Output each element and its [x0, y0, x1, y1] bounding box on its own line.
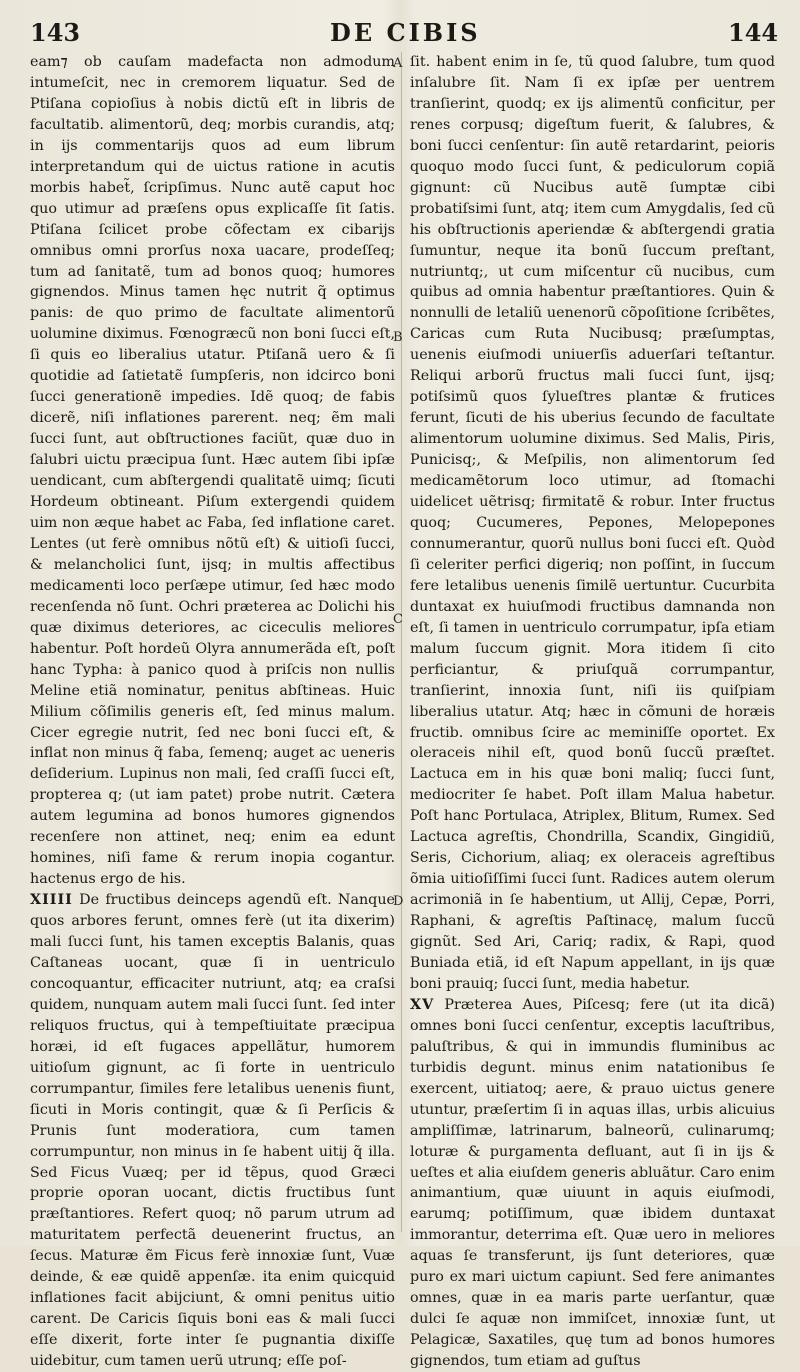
right-paragraph-2: [410, 995, 775, 1372]
right-column: [410, 52, 775, 1372]
margin-letter-c: C: [393, 612, 403, 627]
running-head: [0, 18, 800, 52]
page-number-right: 144: [728, 18, 779, 47]
right-paragraph-1: ſit. habent enim in ſe, tũ quod ſalubre, tum quod inſalubre ſit. Nam ſi ex ipſæ per uentrem tranſierint, quodq; ex ijs alimentũ conficitur, per renes corpusq; digeſtum fuerit, & ſalubres, & boni ſucci cenſentur: ſin autẽ retardarint, peioris quoquo modo ſucci ſunt, & pediculorum copiã gignunt: cũ Nucibus autẽ ſumptæ cibi probatiſsimi ſunt, atq; item cum Amygdalis, ſed cũ his obſtructionis aperiendæ & abſtergendi gratia ſumuntur, neque ita bonũ ſuccum preſtant, nutriuntq;, ut cum miſcentur cũ nucibus, cum quibus ad omnia habentur præſtantiores. Quin & nonnulli de letaliũ uenenorũ cõpoſitione ſcribẽtes, Caricas cum Ruta Nucibusq; præſumptas, uenenis eiuſmodi uniuerſis aduerſari teſtantur. Reliqui arborũ fructus mali ſucci ſunt, ijsq; potiſsimũ quos ſylueſtres plantæ & frutices ferunt, ſicuti de his uberius ſecundo de facultate alimentorum uolumine diximus. Sed Malis, Piris, Punicisq;, & Meſpilis, non alimentorum ſed medicamẽtorum loco utimur, ad ſtomachi uidelicet uẽtrisq; firmitatẽ & robur. Inter fructus quoq; Cucumeres, Pepones, Melopepones connumerantur, quorũ nullus boni ſucci eſt. Quòd ſi celeriter perfici digeriq; non poſſint, in ſuccum fere letalibus uenenis ſimilẽ uertuntur. Cucurbita duntaxat ex huiuſmodi fructibus damnanda non eſt, ſi tamen in uentriculo corrumpatur, ipſa etiam malum ſuccum gignit. Mora itidem ſi cito perficiantur, & priuſquã corrumpantur, tranſierint, innoxia ſunt, niſi iis quiſpiam liberalius utatur. Atq; hæc in cõmuni de horæis fructib. omnibus ſcire ac meminiſſe oportet. Ex oleraceis nihil eſt, quod bonũ ſuccũ præſtet. Lactuca em in his quæ boni maliq; ſucci ſunt, mediocriter ſe habet. Poſt illam Malua habetur. Poſt hanc Portulaca, Atriplex, Blitum, Rumex. Sed Lactuca agreſtis, Chondrilla, Scandix, Gingidiũ, Seris, Cichorium, aliaq; ex oleraceis agreſtibus õmia uitioſiſſimi ſucci ſunt. Radices autem olerum acrimoniã in ſe habentium, ut Allij, Cepæ, Porri, Raphani, & agreſtis Paſtinacę, malum ſuccũ gignũt. Sed Ari, Cariq; radix, & Rapi, quod Buniada etiã, id eſt Napum appellant, in ijs quæ boni prauiq; ſucci ſunt, media habetur.: [410, 54, 776, 992]
right-paragraph-2-text: Præterea Aues, Piſcesq; fere (ut ita dicã) omnes boni ſucci cenſentur, exceptis lacuſtribus, paluſtribus, & qui in immundis fluminibus ac turbidis degunt. minus enim natationibus ſe exercent, uitiatoq; aere, & prauo uictus genere utuntur, præſertim ſi in aquas illas, urbis alicuius ampliſſimæ, latrinarum, balneorũ, culinarumq; loturæ & purgamenta defluant, aut ſi in ijs & ueſtes et alia eiuſdem generis abluãtur. Caro enim animantium, quæ uiuunt in aquis eiuſmodi, earumq; potiſſimum, quæ ibidem duntaxat immorantur, deterrima eſt. Quæ uero in meliores aquas ſe transferunt, ijs ſunt deteriores, quæ puro ex mari uictum capiunt. Sed fere animantes omnes, quæ in ea maris parte uerſantur, quæ dulci ſe aquæ non immiſcet, innoxiæ ſunt, ut Pelagicæ, Saxatiles, quę tum ad bonos humores gignendos, tum etiam ad guſtus: [410, 996, 775, 1370]
left-paragraph-1: eam⁊ ob cauſam madefacta non admodum intumeſcit, nec in cremorem liquatur. Sed de Ptiſana copioſius à nobis dictũ eſt in libris de facultatib. alimentorũ, deq; morbis curandis, atq; in ijs commentarijs quos ad eum librum interpretandum qui de uictus ratione in acutis morbis habet̃, ſcripſimus. Nunc autẽ caput hoc quo utimur ad præſens opus explicaſſe ſit ſatis. Ptiſana ſcilicet probe cõfectam ex cibarijs omnibus omni prorſus noxa uacare, prodeſſeq; tum ad ſanitatẽ, tum ad bonos quoq; humores gignendos. Minus tamen hęc nutrit q̃ optimus panis: de quo primo de facultate alimentorũ uolumine diximus. Fœnogræcũ non boni ſucci eſt, ſi quis eo liberalius utatur. Ptiſanã uero & ſi quotidie ad ſatietatẽ ſumpſeris, non idcirco boni ſucci generationẽ impedies. Idẽ quoq; de fabis dicerẽ, niſi inflationes parerent. neq; ẽm mali ſucci ſunt, aut obſtructiones faciũt, quæ duo in ſalubri uictu præcipua ſunt. Hæc autem ſibi ipſæ uendicant, cum abſtergendi qualitatẽ uimq; ſicuti Hordeum obtineant. Piſum extergendi quidem uim non æque habet ac Faba, ſed inflatione caret. Lentes (ut ferè omnibus nõtũ eſt) & uitioſi ſucci, & melancholici ſunt, ijsq; in multis affectibus medicamenti loco perſæpe utimur, ſed hæc modo recenſenda nõ ſunt. Ochri præterea ac Dolichi his quæ diximus deteriores, ac ciceculis meliores habentur. Poſt hordeũ Olyra annumerãda eſt, poſt hanc Typha: à panico quod à priſcis non nullis Meline etiã nominatur, penitus abſtineas. Huic Milium cõſimilis generis eſt, ſed minus malum. Cicer egregie nutrit, ſed nec boni ſucci eſt, & inflat non minus q̃ faba, ſemenq; auget ac ueneris deſiderium. Lupinus non mali, ſed craſſi ſucci eſt, propterea q; (ut iam patet) probe nutrit. Cætera autem legumina ad bonos humores gignendos recenſere non attinet, neq; enim ea edunt homines, niſi fame & rerum inopia cogantur. hactenus ergo de his.: [30, 54, 395, 888]
chapter-number-xiiii: XIIII: [30, 892, 73, 909]
running-title: DE CIBIS: [330, 18, 481, 47]
margin-letter-b: B: [393, 330, 403, 345]
column-divider: [401, 52, 402, 1232]
left-paragraph-2: [30, 890, 395, 1372]
margin-letter-a: A: [393, 56, 403, 71]
chapter-number-xv: XV: [410, 996, 435, 1013]
page-number-left: 143: [30, 18, 81, 47]
left-paragraph-2-text: De fructibus deinceps agendũ eſt. Nanque quos arbores ferunt, omnes ferè (ut ita dixerim) mali ſucci ſunt, his tamen exceptis Balanis, quas Caſtaneas uocant, quæ ſi in uentriculo concoquantur, efficaciter nutriunt, atq; ea craſsi quidem, nunquam autem mali ſucci ſunt. ſed inter reliquos fructus, qui à tempeſtiuitate præcipua horæi, id eſt fugaces appellãtur, humorem uitioſum gignunt, ac ſi forte in uentriculo corrumpantur, ſimiles fere letalibus uenenis fiunt, ſicuti in Moris contingit, quæ & ſi Perſicis & Prunis ſunt moderatiora, cum tamen corrumpuntur, non minus in ſe habent uitij q̃ illa. Sed Ficus Vuæq; per id tẽpus, quod Græci proprie oporan uocant, dictis fructibus ſunt præſtantiores. Refert quoq; nõ parum utrum ad maturitatem perfectã deuenerint fructus, an ſecus. Maturæ ẽm Ficus ferè innoxiæ ſunt, Vuæ deinde, & eæ quidẽ appenſæ. ita enim quicquid inflationes facit abijciunt, & omni penitus uitio carent. De Caricis ſiquis boni eas & mali ſucci eſſe dixerit, forte inter ſe pugnantia dixiſſe uidebitur, cum tamen uerũ utrunq; eſſe poſ-: [30, 892, 395, 1370]
left-column: [30, 52, 395, 1372]
margin-letter-d: D: [393, 894, 404, 909]
